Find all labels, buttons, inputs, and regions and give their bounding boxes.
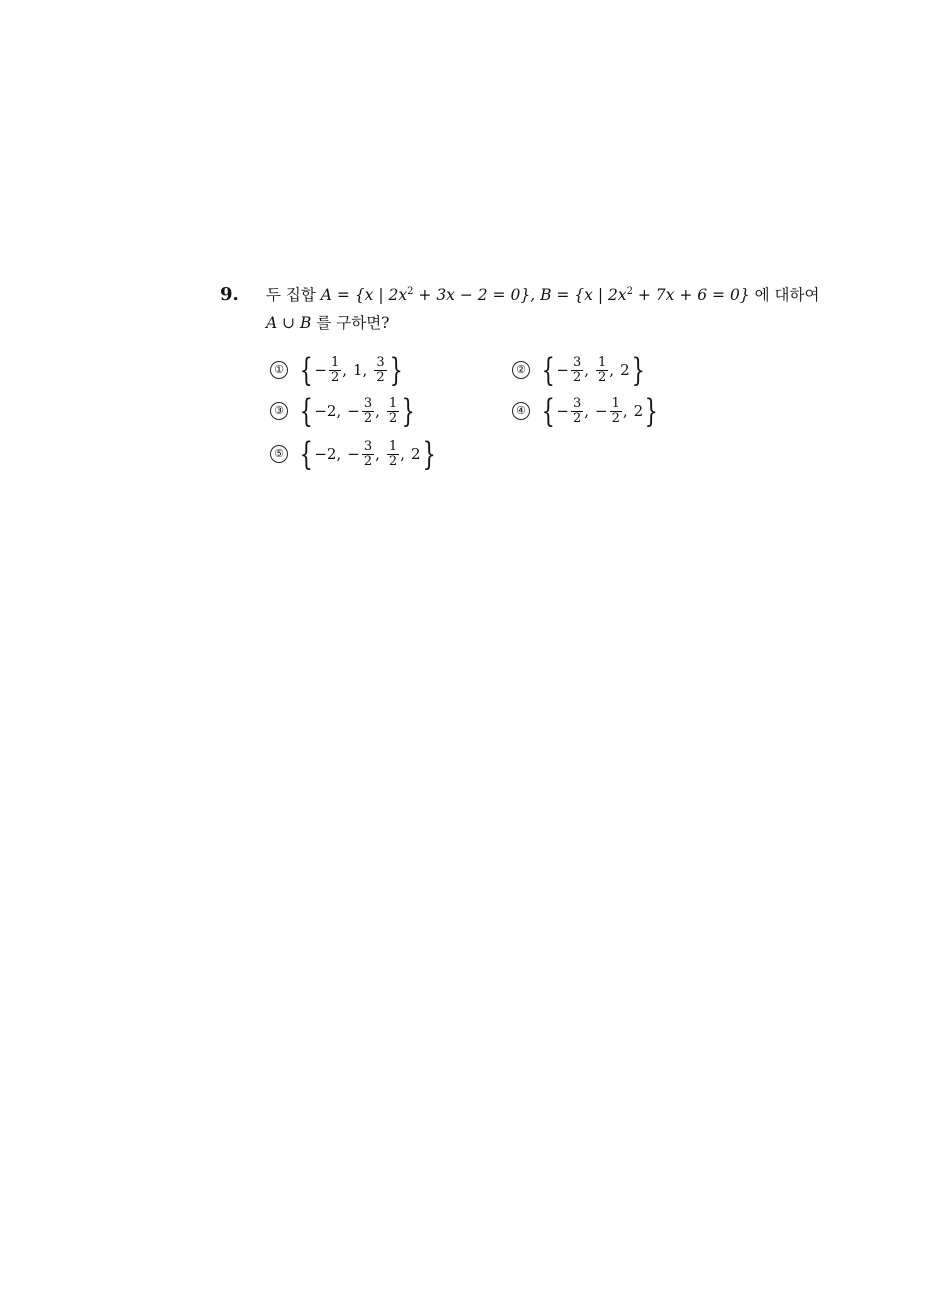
choice-3[interactable] (270, 391, 417, 431)
minus-sign: − (595, 402, 608, 420)
fraction (329, 356, 341, 385)
choice-marker: ③ (270, 402, 288, 420)
denominator: 2 (611, 410, 620, 426)
fraction (571, 356, 583, 385)
numerator: 3 (363, 395, 373, 411)
numerator: 3 (572, 354, 582, 370)
close-brace: } (401, 392, 415, 430)
denominator: 2 (376, 369, 385, 385)
close-brace: } (631, 351, 645, 389)
open-brace: { (299, 435, 313, 473)
comma: , (609, 361, 615, 379)
set-b-tail: + 7x + 6 = 0} (632, 286, 750, 304)
set-element (595, 397, 634, 426)
minus-sign: − (347, 402, 360, 420)
open-brace: { (541, 392, 555, 430)
denominator: 2 (388, 453, 398, 469)
denominator: 2 (363, 453, 373, 469)
fraction (387, 397, 399, 426)
choice-5[interactable] (270, 434, 437, 474)
numerator: 3 (572, 395, 582, 411)
comma: , (400, 445, 405, 463)
numerator: 1 (598, 354, 607, 370)
numerator: 1 (388, 395, 398, 411)
integer-value: 1 (353, 361, 363, 379)
set-element (386, 440, 411, 469)
denominator: 2 (330, 369, 340, 385)
open-brace: { (541, 351, 555, 389)
set-element (373, 356, 387, 385)
set-a-tail: + 3x − 2 = 0}, (413, 286, 541, 304)
integer-value: −2 (314, 445, 337, 463)
set-b-exponent: 2 (626, 286, 633, 297)
stem-trail: 에 대하여 (749, 286, 820, 304)
set-element (347, 440, 386, 469)
choice-marker: ② (512, 361, 530, 379)
set-element (620, 361, 630, 379)
set-element (314, 356, 353, 385)
comma: , (375, 445, 380, 463)
open-brace: { (299, 392, 313, 430)
fraction (362, 440, 374, 469)
denominator: 2 (363, 410, 373, 426)
set-a-exponent: 2 (407, 286, 414, 297)
comma: , (336, 445, 342, 463)
choice-4[interactable] (512, 391, 660, 431)
numerator: 1 (388, 438, 398, 454)
choice-marker: ① (270, 361, 288, 379)
fraction (571, 397, 583, 426)
comma: , (375, 402, 380, 420)
choice-marker: ④ (512, 402, 530, 420)
comma: , (584, 361, 589, 379)
set-b-definition: B = {x | 2x (540, 286, 627, 304)
set-a-definition: A = {x | 2x (320, 286, 408, 304)
fraction (374, 356, 386, 385)
stem-question: 를 구하면? (311, 314, 390, 332)
numerator: 3 (363, 438, 373, 454)
numerator: 3 (376, 354, 385, 370)
set-element (595, 356, 620, 385)
union-expression: A ∪ B (266, 314, 312, 332)
fraction (596, 356, 608, 385)
comma: , (584, 402, 589, 420)
numerator: 1 (611, 395, 620, 411)
choice-marker: ⑤ (270, 445, 288, 463)
set-element (353, 361, 373, 379)
set-element (347, 397, 386, 426)
question-stem-line-1 (266, 285, 819, 305)
open-brace: { (299, 351, 313, 389)
integer-value: 2 (620, 361, 630, 379)
question-number: 9. (220, 284, 239, 305)
comma: , (342, 361, 347, 379)
choice-1[interactable] (270, 350, 404, 390)
close-brace: } (389, 351, 403, 389)
minus-sign: − (347, 445, 360, 463)
integer-value: 2 (410, 445, 421, 463)
integer-value: 2 (633, 402, 644, 420)
denominator: 2 (572, 410, 582, 426)
minus-sign: − (556, 402, 569, 420)
denominator: 2 (598, 369, 607, 385)
close-brace: } (422, 435, 436, 473)
set-element (556, 356, 595, 385)
denominator: 2 (572, 369, 582, 385)
stem-lead: 두 집합 (266, 286, 321, 304)
set-element (314, 445, 347, 463)
set-element (386, 397, 400, 426)
set-element (556, 397, 595, 426)
fraction (362, 397, 374, 426)
integer-value: −2 (314, 402, 337, 420)
minus-sign: − (314, 361, 327, 379)
fraction (610, 397, 622, 426)
choice-2[interactable] (512, 350, 646, 390)
close-brace: } (644, 392, 658, 430)
denominator: 2 (388, 410, 398, 426)
comma: , (622, 402, 628, 420)
set-element (411, 445, 421, 463)
question-stem-line-2 (266, 313, 390, 333)
set-element (634, 402, 644, 420)
fraction (387, 440, 399, 469)
set-element (314, 402, 347, 420)
comma: , (336, 402, 342, 420)
comma: , (362, 361, 368, 379)
numerator: 1 (330, 354, 340, 370)
minus-sign: − (556, 361, 569, 379)
